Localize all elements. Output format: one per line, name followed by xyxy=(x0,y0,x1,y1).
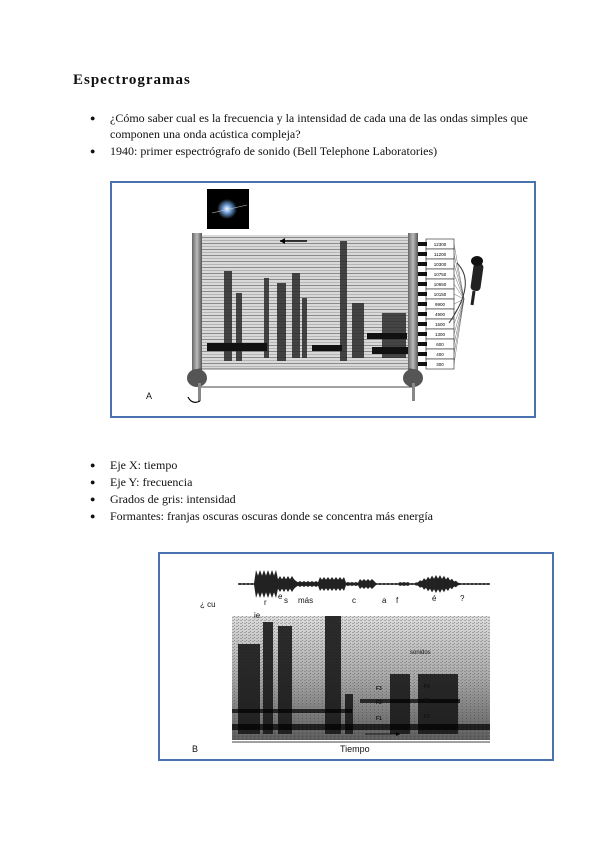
key-wire xyxy=(454,264,464,299)
bullet-item: ● Eje X: tiempo xyxy=(90,457,530,473)
syllable-label: ¿ cu xyxy=(200,600,216,609)
formant-label: F3 xyxy=(376,686,382,692)
frequency-key-label: 600 xyxy=(436,342,444,347)
bullet-list-intro xyxy=(90,110,530,160)
frequency-key-label: 12300 xyxy=(433,242,447,247)
syllable-label: e xyxy=(278,592,283,601)
spectrograph-illustration xyxy=(112,183,534,416)
syllable-label: s xyxy=(284,596,288,605)
frequency-key-label: 10300 xyxy=(433,262,447,267)
annotation-label: sonidos xyxy=(410,650,431,656)
syllable-label: ie xyxy=(254,611,261,620)
key-wire xyxy=(454,254,464,299)
syllable-label: f xyxy=(396,596,399,605)
syllable-label: c xyxy=(352,596,356,605)
figure-label: A xyxy=(146,391,153,401)
frequency-key-label: 4900 xyxy=(434,312,446,317)
figure-b-spectrogram xyxy=(158,552,554,761)
key-wire xyxy=(454,299,464,364)
key-contact xyxy=(418,272,427,276)
key-contact xyxy=(418,312,427,316)
formant-label: F2 xyxy=(376,700,382,706)
frequency-key-label: 10150 xyxy=(433,292,447,297)
bullet-item: ● Grados de gris: intensidad xyxy=(90,491,530,507)
key-contact xyxy=(418,282,427,286)
frequency-key-label: 1500 xyxy=(434,322,446,327)
figure-label: B xyxy=(192,744,199,754)
bullet-list-axes xyxy=(90,457,530,525)
syllable-label: más xyxy=(298,596,314,605)
formant-label: F1 xyxy=(424,714,430,720)
frequency-key-label: 300 xyxy=(436,362,444,367)
formant-label: F2 xyxy=(424,698,430,704)
key-wire xyxy=(454,299,464,334)
key-contact xyxy=(418,342,427,346)
frequency-key-label: 11200 xyxy=(433,252,447,257)
syllable-label: ? xyxy=(460,594,465,603)
frequency-key-label: 1300 xyxy=(434,332,446,337)
formant-label: F3 xyxy=(424,684,430,690)
waveform xyxy=(238,570,490,598)
bullet-item: ● ¿Cómo saber cual es la frecuencia y la intensidad de cada una de las ondas simples que componen una onda acústica compleja? xyxy=(90,110,530,142)
key-contact xyxy=(418,362,427,366)
key-contact xyxy=(418,332,427,336)
figure-a-spectrograph xyxy=(110,181,536,418)
page-title: Espectrogramas xyxy=(73,72,191,88)
frequency-key-label: 10650 xyxy=(433,282,447,287)
formant-label: F1 xyxy=(376,716,382,722)
key-contact xyxy=(418,242,427,246)
frequency-key-label: 400 xyxy=(436,352,444,357)
bullet-item: ● Formantes: franjas oscuras oscuras donde se concentra más energía xyxy=(90,508,530,524)
frequency-keys xyxy=(418,239,464,369)
key-contact xyxy=(418,352,427,356)
x-axis-label: Tiempo xyxy=(340,744,370,754)
frequency-key-label: 10750 xyxy=(433,272,447,277)
key-contact xyxy=(418,252,427,256)
frequency-key-label: 9900 xyxy=(434,302,446,307)
spectrogram-chart xyxy=(160,554,552,759)
bullet-item: ● 1940: primer espectrógrafo de sonido (Bell Telephone Laboratories) xyxy=(90,143,530,159)
bullet-item: ● Eje Y: frecuencia xyxy=(90,474,530,490)
key-contact xyxy=(418,292,427,296)
syllable-label: é xyxy=(432,594,437,603)
key-contact xyxy=(418,322,427,326)
syllable-label: r xyxy=(264,598,267,607)
key-contact xyxy=(418,262,427,266)
syllable-label: a xyxy=(382,596,387,605)
key-contact xyxy=(418,302,427,306)
